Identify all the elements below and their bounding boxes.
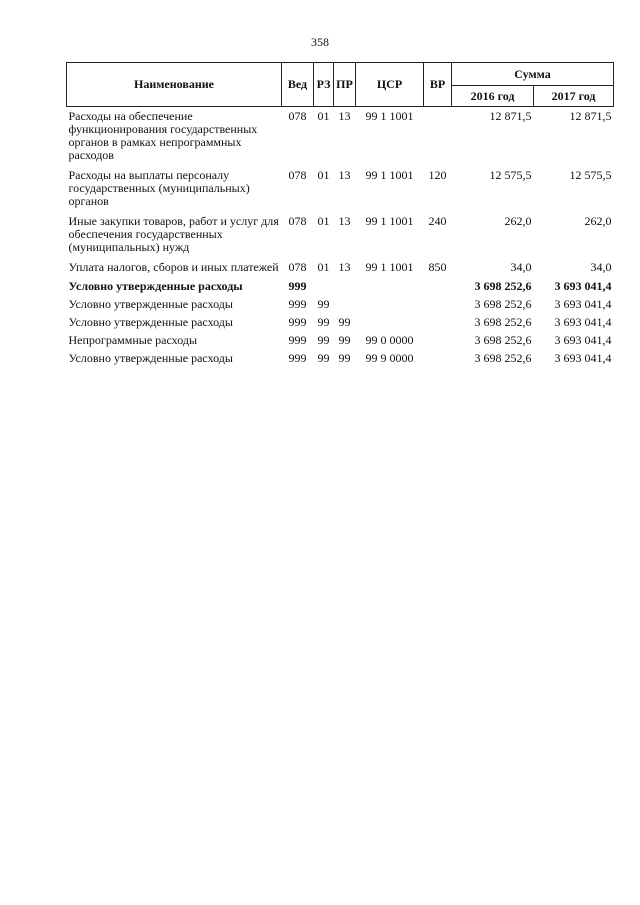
row-sum-2017: 262,0 xyxy=(584,214,612,228)
row-csr xyxy=(356,278,424,296)
row-vr: 120 xyxy=(428,168,447,182)
row-pr xyxy=(334,296,356,314)
row-sum-2016: 262,0 xyxy=(504,214,532,228)
header-ved: Вед xyxy=(282,63,314,107)
row-sum-2016: 34,0 xyxy=(510,260,532,274)
row-name: Условно утвержденные расходы xyxy=(68,297,233,311)
table-row xyxy=(67,332,614,350)
row-rz: 01 xyxy=(317,214,330,228)
row-name: Условно утвержденные расходы xyxy=(68,315,233,329)
row-rz: 01 xyxy=(317,168,330,182)
header-year-2017: 2017 год xyxy=(534,86,614,107)
row-vr: 850 xyxy=(428,260,447,274)
row-pr xyxy=(334,278,356,296)
row-rz: 99 xyxy=(317,315,330,329)
table-row xyxy=(67,107,614,167)
row-ved: 999 xyxy=(288,351,307,365)
page-number: 358 xyxy=(311,35,329,49)
row-sum-2016: 12 575,5 xyxy=(489,168,532,182)
row-csr xyxy=(356,296,424,314)
row-ved: 078 xyxy=(288,214,307,228)
table-row-total xyxy=(67,278,614,296)
table-row xyxy=(67,296,614,314)
row-pr: 13 xyxy=(338,260,351,274)
row-name: Непрограммные расходы xyxy=(68,333,198,347)
row-ved: 078 xyxy=(288,260,307,274)
row-vr xyxy=(424,107,452,167)
row-pr: 99 xyxy=(338,315,351,329)
row-sum-2017: 3 693 041,4 xyxy=(554,315,612,329)
header-vr: ВР xyxy=(424,63,452,107)
row-sum-2016: 3 698 252,6 xyxy=(474,279,532,293)
row-sum-2016: 3 698 252,6 xyxy=(474,315,532,329)
table-row xyxy=(67,166,614,212)
row-vr xyxy=(424,296,452,314)
row-sum-2017: 3 693 041,4 xyxy=(554,297,612,311)
header-sum: Сумма xyxy=(452,63,614,86)
table-row xyxy=(67,314,614,332)
row-csr: 99 1 1001 xyxy=(365,260,414,274)
row-vr: 240 xyxy=(428,214,447,228)
header-pr: ПР xyxy=(334,63,356,107)
row-rz: 99 xyxy=(317,333,330,347)
row-sum-2016: 3 698 252,6 xyxy=(474,351,532,365)
row-rz: 01 xyxy=(317,260,330,274)
row-ved: 999 xyxy=(288,279,307,293)
row-pr: 99 xyxy=(338,351,351,365)
row-sum-2016: 3 698 252,6 xyxy=(474,333,532,347)
row-sum-2017: 3 693 041,4 xyxy=(554,279,612,293)
row-sum-2017: 3 693 041,4 xyxy=(554,351,612,365)
row-rz xyxy=(314,278,334,296)
row-vr xyxy=(424,314,452,332)
header-year-2016: 2016 год xyxy=(452,86,534,107)
row-name: Иные закупки товаров, работ и услуг для обеспечения государственных (муниципальных) нужд xyxy=(68,214,279,254)
table-row xyxy=(67,212,614,258)
row-name: Условно утвержденные расходы xyxy=(68,279,243,293)
row-name: Условно утвержденные расходы xyxy=(68,351,233,365)
row-rz: 01 xyxy=(317,109,330,123)
row-name: Расходы на обеспечение функционирования государственных органов в рамках непрограммных расходов xyxy=(68,109,258,162)
header-csr: ЦСР xyxy=(356,63,424,107)
row-vr xyxy=(424,332,452,350)
row-sum-2016: 3 698 252,6 xyxy=(474,297,532,311)
row-sum-2017: 12 871,5 xyxy=(569,109,612,123)
row-csr: 99 1 1001 xyxy=(365,109,414,123)
row-sum-2017: 3 693 041,4 xyxy=(554,333,612,347)
table-body xyxy=(67,107,614,369)
row-sum-2017: 34,0 xyxy=(590,260,612,274)
header-rz: РЗ xyxy=(314,63,334,107)
row-csr xyxy=(356,314,424,332)
table-row xyxy=(67,258,614,278)
row-ved: 078 xyxy=(288,168,307,182)
row-pr: 13 xyxy=(338,214,351,228)
row-pr: 13 xyxy=(338,109,351,123)
row-csr: 99 1 1001 xyxy=(365,168,414,182)
row-pr: 13 xyxy=(338,168,351,182)
row-ved: 999 xyxy=(288,333,307,347)
row-ved: 999 xyxy=(288,297,307,311)
table-header xyxy=(67,63,614,107)
row-name: Расходы на выплаты персоналу государственных (муниципальных) органов xyxy=(68,168,250,208)
row-vr xyxy=(424,350,452,368)
row-vr xyxy=(424,278,452,296)
row-csr: 99 0 0000 xyxy=(365,333,414,347)
row-csr: 99 1 1001 xyxy=(365,214,414,228)
table-row xyxy=(67,350,614,368)
row-sum-2016: 12 871,5 xyxy=(489,109,532,123)
row-rz: 99 xyxy=(317,297,330,311)
row-sum-2017: 12 575,5 xyxy=(569,168,612,182)
row-name: Уплата налогов, сборов и иных платежей xyxy=(68,260,279,274)
budget-table xyxy=(66,62,614,368)
row-csr: 99 9 0000 xyxy=(365,351,414,365)
row-ved: 999 xyxy=(288,315,307,329)
header-name: Наименование xyxy=(67,63,282,107)
row-pr: 99 xyxy=(338,333,351,347)
row-ved: 078 xyxy=(288,109,307,123)
row-rz: 99 xyxy=(317,351,330,365)
